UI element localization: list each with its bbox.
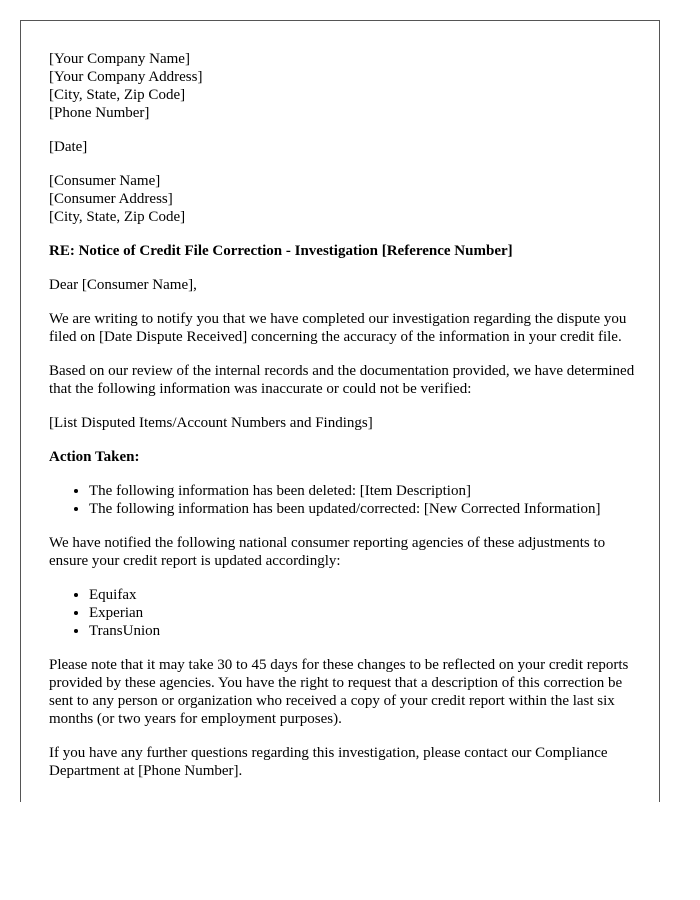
disputed-items-paragraph: [List Disputed Items/Account Numbers and Findings] xyxy=(49,415,373,431)
sender-phone: [Phone Number] xyxy=(49,105,150,121)
action-taken-list xyxy=(49,482,639,518)
sender-company-name: [Your Company Name] xyxy=(49,51,190,67)
sender-company-address: [Your Company Address] xyxy=(49,69,203,85)
list-item: • Equifax xyxy=(89,586,639,604)
action-taken-heading: Action Taken: xyxy=(49,449,140,465)
recipient-name: [Consumer Name] xyxy=(49,173,161,189)
contact-paragraph: If you have any further questions regarding this investigation, please contact our Compliance Department at [Phone Number]. xyxy=(49,745,608,779)
letter-date xyxy=(49,138,639,156)
list-item: • TransUnion xyxy=(89,622,639,640)
recipient-city-state-zip: [City, State, Zip Code] xyxy=(49,209,186,225)
list-item: • The following information has been deleted: [Item Description] xyxy=(89,482,639,500)
letter-body xyxy=(49,50,639,796)
subject-line: RE: Notice of Credit File Correction - Investigation [Reference Number] xyxy=(49,243,513,259)
salutation: Dear [Consumer Name], xyxy=(49,277,197,293)
list-item: • Experian xyxy=(89,604,639,622)
timing-paragraph: Please note that it may take 30 to 45 days for these changes to be reflected on your credit reports provided by these agencies. You have the right to request that a description of this correction be sent to any person or organization who received a copy of your credit report within the last six months (or two years for employment purposes). xyxy=(49,657,629,727)
review-paragraph: Based on our review of the internal records and the documentation provided, we have determined that the following information was inaccurate or could not be verified: xyxy=(49,363,635,397)
sender-city-state-zip: [City, State, Zip Code] xyxy=(49,87,186,103)
recipient-address-block xyxy=(49,172,639,226)
sender-address-block xyxy=(49,50,639,122)
letter-page xyxy=(20,20,660,802)
notified-agencies-paragraph: We have notified the following national consumer reporting agencies of these adjustments to ensure your credit report is updated accordingly: xyxy=(49,535,606,569)
agencies-list xyxy=(49,586,639,640)
intro-paragraph: We are writing to notify you that we have completed our investigation regarding the dispute you filed on [Date Dispute Received] concerning the accuracy of the information in your credit file. xyxy=(49,311,627,345)
list-item: • The following information has been updated/corrected: [New Corrected Information] xyxy=(89,500,639,518)
date-text: [Date] xyxy=(49,139,88,155)
recipient-address: [Consumer Address] xyxy=(49,191,173,207)
